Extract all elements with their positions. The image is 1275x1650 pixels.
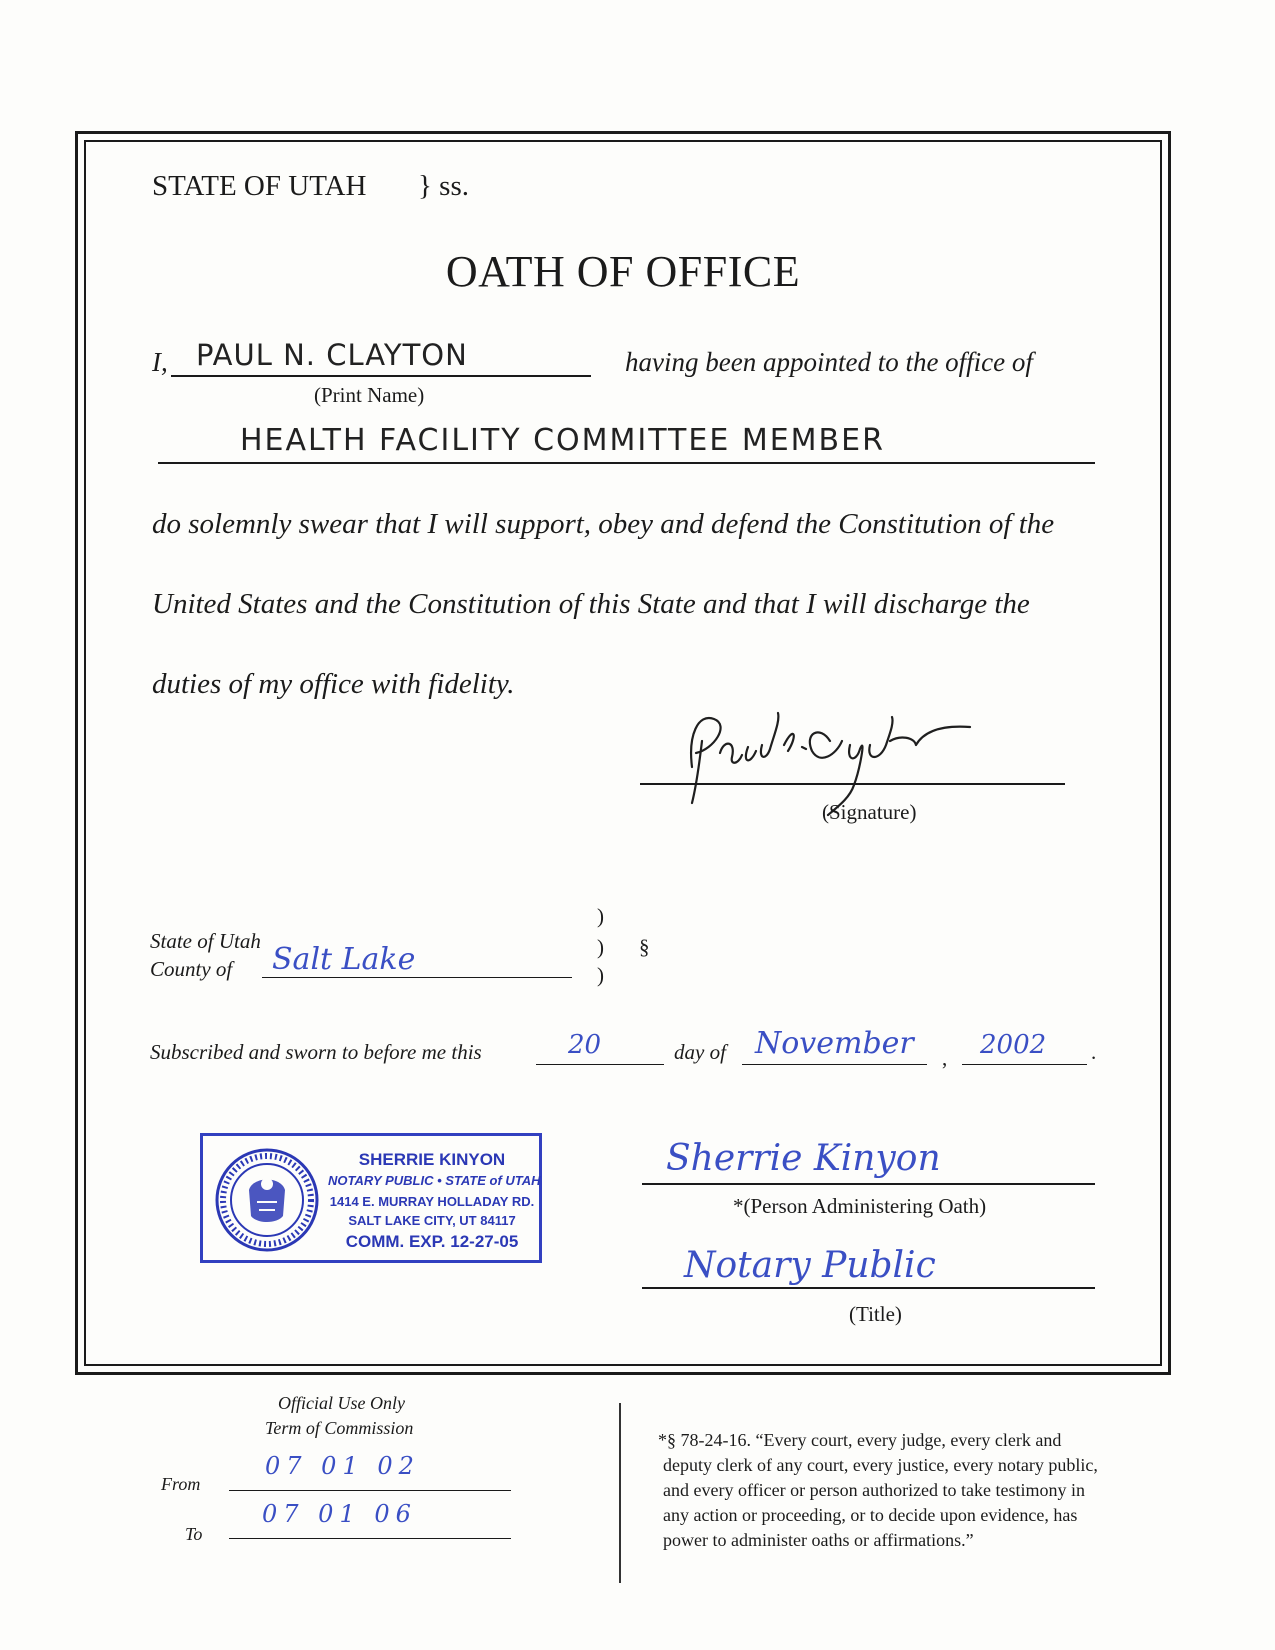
signature-label: (Signature) bbox=[822, 800, 917, 824]
oath-text-line-3: duties of my office with fidelity. bbox=[152, 668, 515, 700]
title-label: (Title) bbox=[849, 1302, 902, 1326]
jurat-text: Subscribed and sworn to before me this bbox=[150, 1040, 482, 1064]
section-symbol: § bbox=[639, 935, 650, 959]
to-label: To bbox=[185, 1524, 203, 1544]
footnote-line-2: deputy clerk of any court, every justice, every notary public, bbox=[663, 1455, 1098, 1475]
title-handwritten: Notary Public bbox=[684, 1245, 936, 1286]
day-handwritten: 20 bbox=[568, 1030, 602, 1060]
office-line bbox=[158, 462, 1095, 464]
county-handwritten: Salt Lake bbox=[272, 942, 416, 977]
administrator-label: *(Person Administering Oath) bbox=[733, 1194, 987, 1218]
footnote-line-5: power to administer oaths or affirmations.” bbox=[663, 1530, 974, 1550]
footnote-line-4: any action or proceeding, or to decide upon evidence, has bbox=[663, 1505, 1078, 1525]
venue-paren-3: ) bbox=[597, 963, 604, 987]
state-seal-icon bbox=[213, 1146, 321, 1254]
to-line bbox=[229, 1538, 511, 1539]
term-of-commission-heading: Term of Commission bbox=[265, 1418, 414, 1438]
county-line bbox=[262, 977, 572, 978]
oath-text-line-2: United States and the Constitution of this State and that I will discharge the bbox=[152, 588, 1030, 620]
official-use-heading: Official Use Only bbox=[278, 1393, 405, 1413]
title-line bbox=[642, 1287, 1095, 1289]
oath-text-line-1: do solemnly swear that I will support, obey and defend the Constitution of the bbox=[152, 508, 1055, 540]
signature-line bbox=[640, 783, 1065, 785]
jurat-period: . bbox=[1091, 1040, 1097, 1064]
administrator-line bbox=[642, 1183, 1095, 1185]
venue-paren-2: ) bbox=[597, 935, 604, 959]
state-heading: STATE OF UTAH bbox=[152, 170, 367, 202]
printed-name-handwritten: PAUL N. CLAYTON bbox=[196, 338, 468, 372]
venue-paren-1: ) bbox=[597, 904, 604, 928]
year-line bbox=[962, 1064, 1087, 1065]
to-value-handwritten: 07 01 06 bbox=[262, 1500, 417, 1528]
stamp-city: SALT LAKE CITY, UT 84117 bbox=[348, 1213, 516, 1228]
year-handwritten: 2002 bbox=[980, 1030, 1047, 1060]
stamp-title: NOTARY PUBLIC • STATE of UTAH bbox=[328, 1173, 541, 1188]
notary-stamp bbox=[200, 1133, 542, 1263]
stamp-address: 1414 E. MURRAY HOLLADAY RD. bbox=[329, 1194, 535, 1209]
day-line bbox=[536, 1064, 664, 1065]
office-handwritten: HEALTH FACILITY COMMITTEE MEMBER bbox=[240, 423, 885, 458]
print-name-label: (Print Name) bbox=[314, 383, 425, 407]
page-title: OATH OF OFFICE bbox=[445, 247, 801, 296]
footnote-line-3: and every officer or person authorized to take testimony in bbox=[663, 1480, 1086, 1500]
from-value-handwritten: 07 01 02 bbox=[265, 1452, 420, 1480]
ss-brace: } ss. bbox=[418, 170, 469, 202]
day-of-label: day of bbox=[674, 1040, 726, 1064]
footer-divider bbox=[619, 1403, 621, 1583]
venue-state-label: State of Utah bbox=[150, 929, 261, 953]
month-line bbox=[742, 1064, 927, 1065]
name-line bbox=[171, 375, 591, 377]
administrator-signature-handwritten: Sherrie Kinyon bbox=[666, 1138, 941, 1179]
venue-county-label: County of bbox=[150, 957, 233, 981]
stamp-commission-expiry: COMM. EXP. 12-27-05 bbox=[345, 1232, 519, 1251]
from-line bbox=[229, 1490, 511, 1491]
footnote-line-1: *§ 78-24-16. “Every court, every judge, every clerk and bbox=[658, 1430, 1062, 1450]
stamp-name: SHERRIE KINYON bbox=[358, 1150, 506, 1169]
from-label: From bbox=[161, 1474, 201, 1494]
oath-prefix: I, bbox=[152, 347, 168, 377]
appointed-text: having been appointed to the office of bbox=[625, 347, 1033, 377]
month-handwritten: November bbox=[755, 1026, 914, 1061]
jurat-comma: , bbox=[942, 1046, 948, 1070]
